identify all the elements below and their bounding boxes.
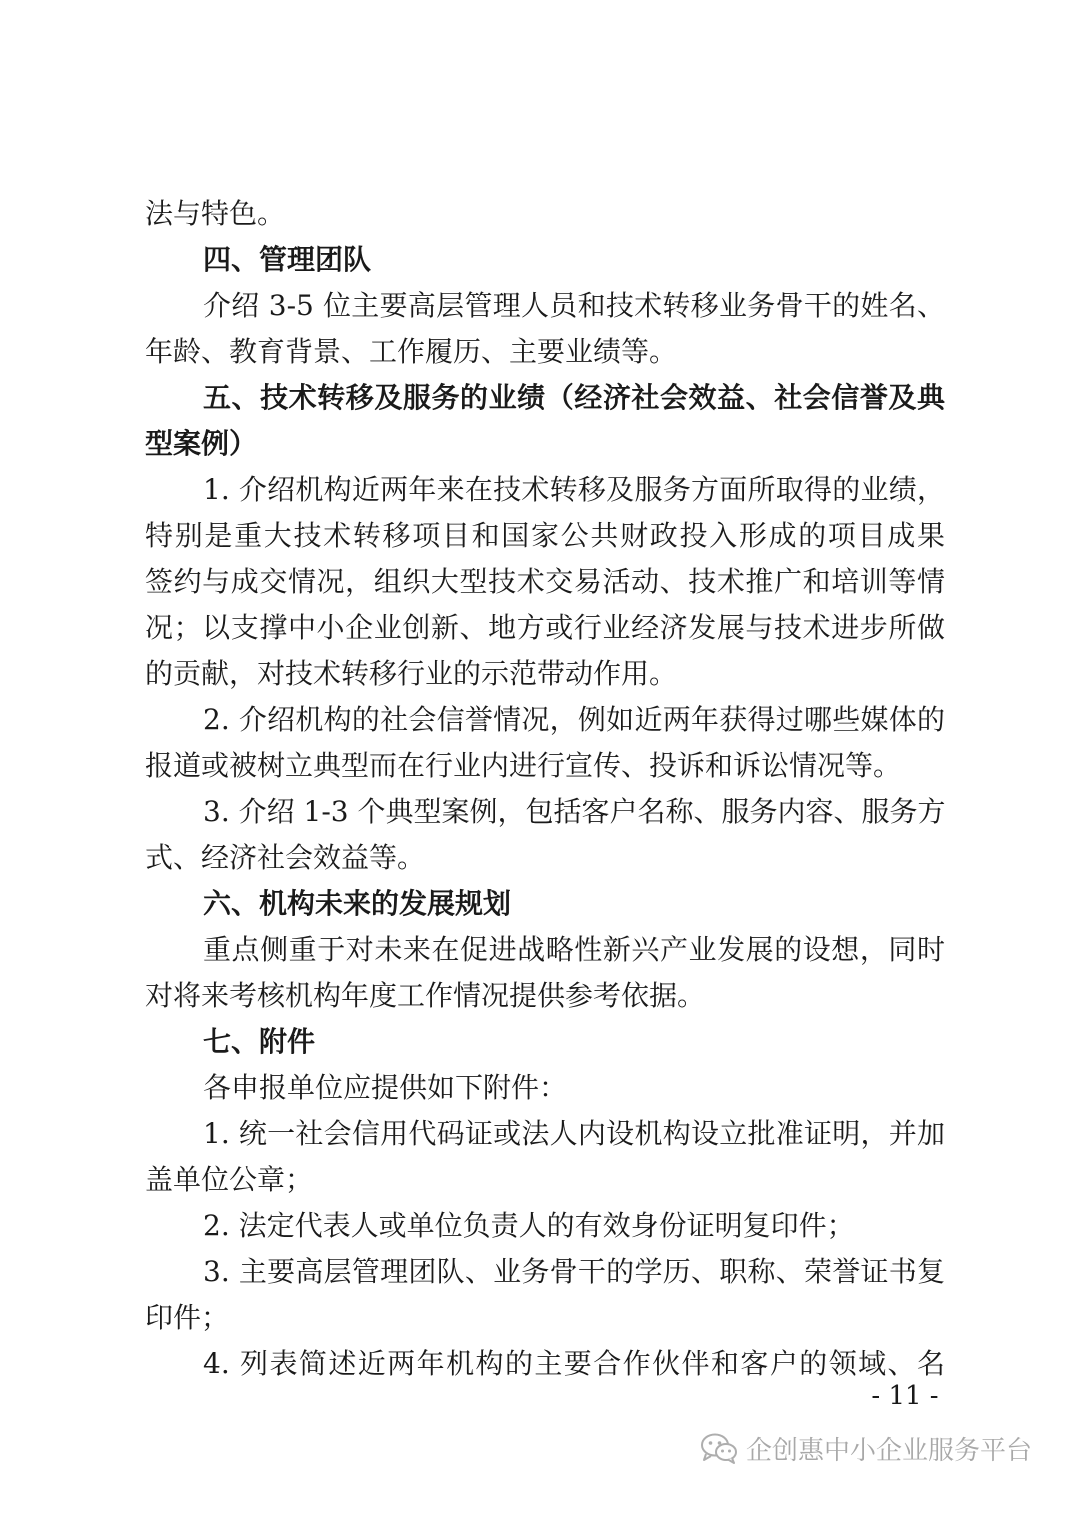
page-number: - 11 - [871, 1381, 939, 1411]
body-text-line: 各申报单位应提供如下附件： [203, 1071, 568, 1104]
section-heading: 型案例） [145, 427, 258, 460]
body-text-line: 3. 主要高层管理团队、业务骨干的学历、职称、荣誉证书复 [203, 1255, 945, 1288]
body-text-line: 1. 介绍机构近两年来在技术转移及服务方面所取得的业绩， [203, 473, 945, 506]
section-heading: 七、附件 [203, 1025, 316, 1058]
body-text-line: 式、经济社会效益等。 [145, 841, 426, 874]
body-text-line: 的贡献，对技术转移行业的示范带动作用。 [145, 657, 678, 690]
body-text-line: 1. 统一社会信用代码证或法人内设机构设立批准证明，并加 [203, 1117, 945, 1150]
body-text-line: 签约与成交情况，组织大型技术交易活动、技术推广和培训等情 [145, 565, 945, 598]
section-heading: 五、技术转移及服务的业绩（经济社会效益、社会信誉及典 [203, 381, 945, 414]
watermark-text: 企创惠中小企业服务平台 [746, 1435, 1033, 1466]
section-heading: 四、管理团队 [203, 243, 372, 276]
body-text-line: 印件； [145, 1301, 230, 1334]
body-text-line: 盖单位公章； [145, 1163, 314, 1196]
section-heading: 六、机构未来的发展规划 [203, 887, 512, 920]
watermark [700, 1428, 1032, 1468]
body-text-line: 重点侧重于对未来在促进战略性新兴产业发展的设想，同时 [203, 933, 945, 966]
body-text-line: 报道或被树立典型而在行业内进行宣传、投诉和诉讼情况等。 [145, 749, 902, 782]
body-text-line: 法与特色。 [145, 197, 286, 230]
body-text-line: 年龄、教育背景、工作履历、主要业绩等。 [145, 335, 678, 368]
body-text-line: 特别是重大技术转移项目和国家公共财政投入形成的项目成果 [145, 519, 945, 552]
body-text-line: 3. 介绍 1-3 个典型案例，包括客户名称、服务内容、服务方 [203, 795, 946, 828]
body-text-line: 4. 列表简述近两年机构的主要合作伙伴和客户的领域、名 [203, 1347, 945, 1380]
body-text-line: 2. 法定代表人或单位负责人的有效身份证明复印件； [203, 1209, 855, 1242]
body-text-line: 2. 介绍机构的社会信誉情况，例如近两年获得过哪些媒体的 [203, 703, 945, 736]
body-text-line: 况；以支撑中小企业创新、地方或行业经济发展与技术进步所做 [145, 611, 945, 644]
wechat-icon [700, 1432, 738, 1464]
body-text-line: 对将来考核机构年度工作情况提供参考依据。 [145, 979, 706, 1012]
body-text-line: 介绍 3-5 位主要高层管理人员和技术转移业务骨干的姓名、 [203, 289, 945, 322]
